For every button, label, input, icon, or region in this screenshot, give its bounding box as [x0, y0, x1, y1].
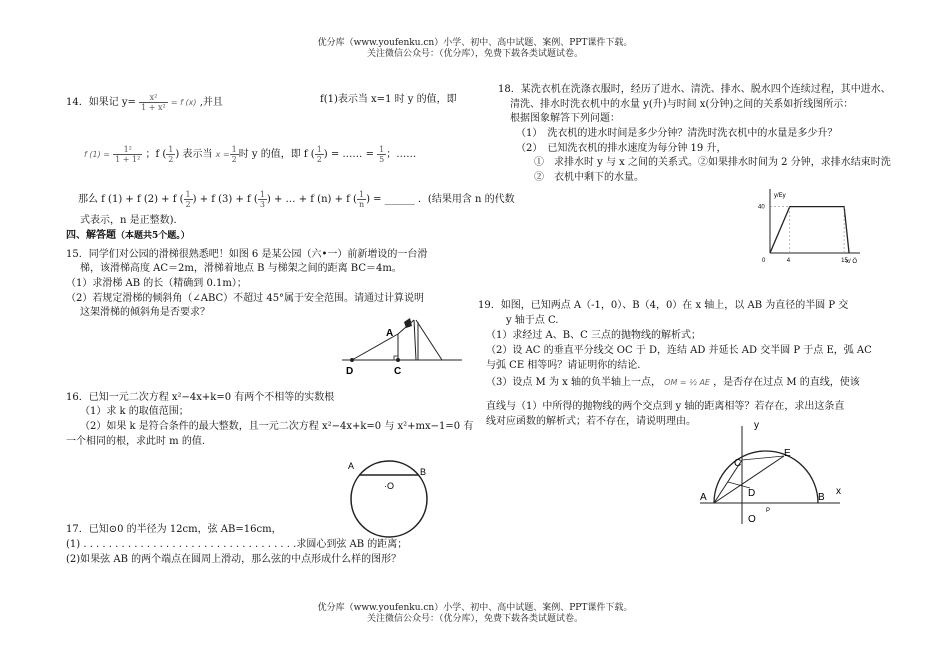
x-tick-label: 0 — [762, 258, 766, 264]
water-chart — [756, 183, 866, 265]
header-line-1: 优分库（www.youfenku.cn）小学、初中、高中试题、案例、PPT课件下载。 — [317, 38, 633, 48]
circle-o — [351, 461, 427, 537]
q18-line3: 根据图象解答下列问题： — [510, 113, 620, 124]
chart-marks — [758, 205, 849, 264]
q19-line5: 与弧 CE 相等吗？请证明你的结论. — [486, 360, 641, 371]
q14-answer-blank[interactable]: ______ — [384, 194, 415, 205]
point-d — [350, 358, 354, 362]
q16-line4: 一个相同的根，求此时 m 的值. — [66, 436, 206, 447]
label-b: B — [818, 492, 825, 503]
label-a: A — [700, 492, 707, 503]
q19-line7: 直线与（1）中所得的抛物线的两个交点到 y 轴的距离相等？若存在，求出这条直 — [486, 401, 845, 412]
q17-line3: (2)如果弦 AB 的两个端点在圆周上滑动，那么弦的中点形成什么样的图形？ — [66, 554, 402, 565]
q18-line7: ② 衣机中剩下的水量。 — [534, 172, 644, 183]
label-y: y — [754, 420, 759, 431]
q16-line3: （2）如果 k 是符合条件的最大整数，且一元二次方程 x²−4x+k=0 与 x²+mx−1=0 有 — [80, 421, 474, 432]
q15-line2: 梯，该滑梯高度 AC＝2m，滑梯着地点 B 与梯架之间的距离 BC＝4m。 — [80, 263, 402, 274]
q15-line5: 这架滑梯的倾斜角是否要求？ — [80, 307, 210, 318]
q19-line1: 19．如图，已知两点 A（-1，0）、B（4，0）在 x 轴上，以 AB 为直径的半圆 P 交 — [478, 300, 849, 311]
label-d: D — [346, 366, 354, 377]
x-axis-label: x/ Ö — [846, 259, 858, 265]
section-title: 四、解答题（本题共5个题。） — [66, 230, 190, 241]
label-c: C — [394, 366, 402, 377]
label-d: D — [748, 488, 756, 499]
q15-line3: （1）求滑梯 AB 的长（精确到 0.1m）； — [66, 278, 247, 289]
footer-line-2: 关注微信公众号：（优分库），免费下载各类试题试卷。 — [366, 614, 583, 624]
label-p: P — [766, 508, 771, 514]
circle-figure — [344, 455, 434, 541]
footer — [0, 603, 950, 625]
q17-line2: (1) . . . . . . . . . . . . . . . . . . . . . . . . . . . . . . . . . .求圆心到弦 AB 的距离； — [66, 539, 408, 550]
slide-figure — [338, 312, 464, 378]
label-o: ·O — [384, 481, 394, 491]
q18-line4: （1） 洗衣机的进水时间是多少分钟？清洗时洗衣机中的水量是多少升？ — [516, 128, 838, 139]
header — [0, 38, 950, 60]
q16-line1: 16．已知一元二次方程 x²−4x+k=0 有两个不相等的实数根 — [66, 392, 335, 403]
q14-line1: 14．如果记 y= $\frac{\text{x²}}{\text{1 + x²}}$ = f (x) ,并且 — [66, 93, 223, 112]
child-figure — [404, 318, 412, 328]
q14-formula: $\frac{\text{x²}}{\text{1 + x²}}$ — [141, 93, 166, 112]
label-e: E — [784, 448, 791, 459]
x-tick-label: 15 — [841, 258, 848, 264]
q15-line1: 15．同学们对公园的滑梯很熟悉吧！如图 6 是某公园（六•一）前新增设的一台滑 — [66, 249, 428, 260]
q14-line3: 那么 f (1) + f (2) + f ( $\frac{1}{2}$ ) + f (3) + f ( $\frac{1}{3}$ ) + … + f (n) + f ( $\frac{1}{n}$ ) = ______ ．(结果用含 n 的代数 — [78, 190, 515, 209]
y-axis-label: y/Ey — [774, 193, 786, 199]
q19-line2: y 轴于点 C. — [506, 315, 559, 326]
header-line-2: 关注微信公众号：（优分库），免费下载各类试题试卷。 — [366, 49, 583, 59]
q19-formula: OM = ½ AE — [664, 378, 710, 387]
q18-line2: 清洗、排水时洗衣机中的水量 y(升)与时间 x(分钟)之间的关系如折线图所示： — [510, 99, 854, 110]
q14-line2: f (1) = $\frac{\text{1²}}{\text{1 + 1²}}$ ；f ( $\frac{1}{2}$ ) 表示当 x = $\frac{1}{2}$ 时 y 的值，即 f ( $\frac{1}{2}$ ) = …… = $\frac{1}{5}$ ；…… — [84, 145, 417, 164]
water-level-line — [770, 207, 849, 253]
label-a: A — [386, 328, 394, 339]
q18-line6: ① 求排水时 y 与 x 之间的关系式。②如果排水时间为 2 分钟，求排水结束时洗 — [534, 157, 891, 168]
footer-line-1: 优分库（www.youfenku.cn）小学、初中、高中试题、案例、PPT课件下载。 — [317, 603, 633, 613]
semicircle-figure — [690, 420, 850, 528]
point-c — [396, 358, 400, 362]
label-b: B — [420, 467, 427, 477]
q16-line2: （1）求 k 的取值范围； — [80, 406, 189, 417]
q19-line4: （2）设 AC 的垂直平分线交 OC 于 D，连结 AD 并延长 AD 交半圆 P 于点 E，弧 AC — [486, 345, 872, 356]
perp-bisector — [728, 482, 750, 488]
q14-line4: 式表示，n 是正整数)． — [80, 215, 184, 226]
label-o: O — [748, 514, 756, 525]
label-c: C — [734, 458, 742, 469]
ladder-line — [416, 320, 442, 360]
q19-line6: （3）设点 M 为 x 轴的负半轴上一点， OM = ½ AE ，是否存在过点 M 的直线，使该 — [486, 377, 860, 388]
q14-right-text: f(1)表示当 x=1 时 y 的值，即 — [320, 94, 457, 105]
q19-line8: 线对应函数的解析式；若不存在，请说明理由。 — [486, 416, 696, 427]
label-x: x — [836, 486, 841, 497]
x-tick-label: 4 — [786, 258, 791, 264]
semicircle-p — [714, 451, 818, 503]
q18-line1: 18．某洗衣机在洗涤衣服时，经历了进水、清洗、排水、脱水四个连续过程，其中进水、 — [498, 84, 891, 95]
q18-line5: （2） 已知洗衣机的排水速度为每分钟 19 升， — [516, 143, 727, 154]
y-tick-label: 40 — [758, 204, 765, 211]
q15-line4: （2）若规定滑梯的倾斜角（∠ABC）不超过 45°属于安全范围。请通过计算说明 — [66, 293, 425, 304]
q19-line3: （1）求经过 A、B、C 三点的抛物线的解析式； — [486, 330, 701, 341]
label-a: A — [348, 461, 355, 471]
q17-line1: 17．已知⊙0 的半径为 12cm，弦 AB=16cm， — [66, 524, 282, 535]
